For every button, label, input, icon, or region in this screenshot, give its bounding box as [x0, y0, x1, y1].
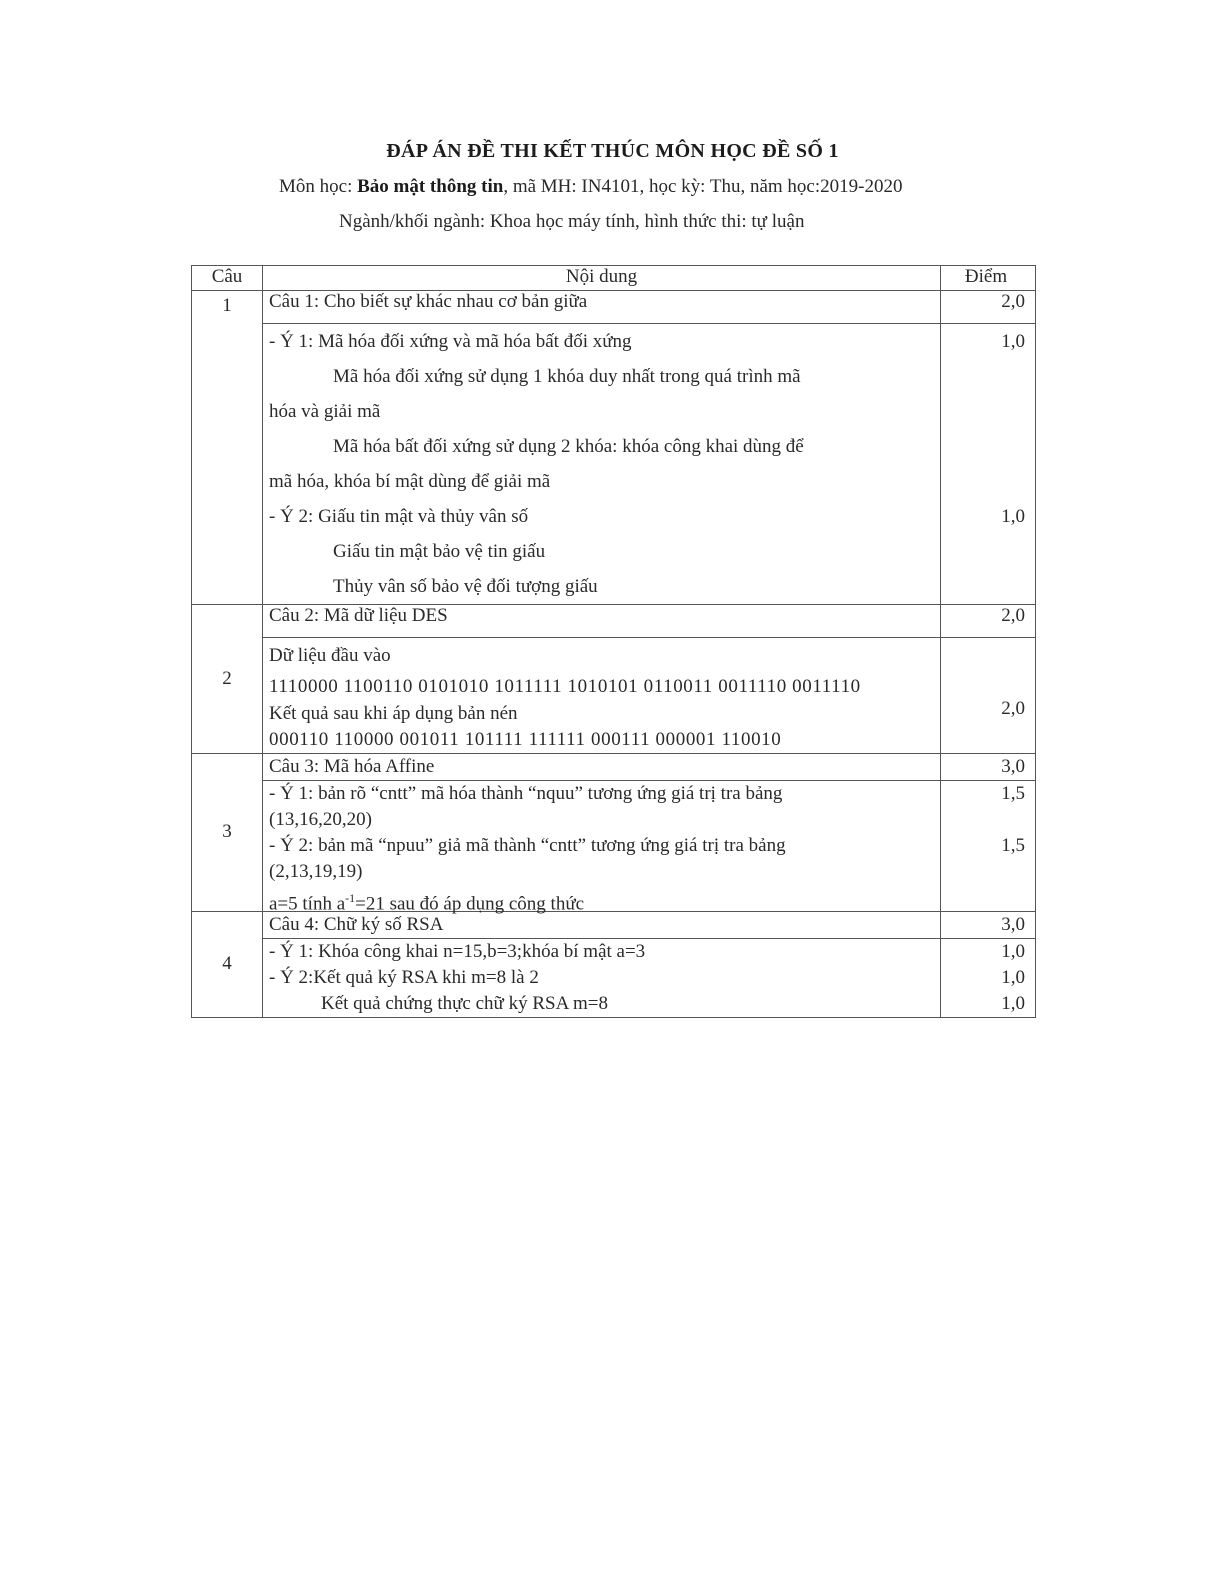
- q2-line: Dữ liệu đầu vào: [269, 645, 391, 666]
- q1-line: - Ý 1: Mã hóa đối xứng và mã hóa bất đối xứng: [269, 331, 632, 352]
- q1-line: - Ý 2: Giấu tin mật và thủy vân số: [269, 506, 529, 527]
- q2-line: 000110 110000 001011 101111 111111 000111 000001 110010: [269, 729, 782, 750]
- q3-formula-line: [269, 885, 934, 915]
- q3-title: Câu 3: Mã hóa Affine: [263, 754, 941, 781]
- document-title: ĐÁP ÁN ĐỀ THI KẾT THÚC MÔN HỌC ĐỀ SỐ 1: [386, 140, 839, 162]
- q1-line: Thủy vân số bảo vệ đối tượng giấu: [333, 576, 598, 597]
- q3-line: (13,16,20,20): [269, 809, 372, 830]
- q3-line: - Ý 1: bản rõ “cntt” mã hóa thành “nquu” tương ứng giá trị tra bảng: [269, 783, 783, 804]
- q4-body: [263, 939, 941, 1018]
- q1-line: Mã hóa đối xứng sử dụng 1 khóa duy nhất trong quá trình mã: [333, 366, 801, 387]
- q1-body: [263, 324, 941, 605]
- q3-sub-score: 1,5: [1001, 783, 1025, 804]
- q1-line: Mã hóa bất đối xứng sử dụng 2 khóa: khóa công khai dùng để: [333, 436, 804, 457]
- q1-line: Giấu tin mật bảo vệ tin giấu: [333, 541, 546, 562]
- q3-formula-exp: -1: [345, 891, 356, 905]
- q3-line: - Ý 2: bản mã “npuu” giả mã thành “cntt” tương ứng giá trị tra bảng: [269, 835, 786, 856]
- q2-score: 2,0: [941, 605, 1036, 638]
- q4-title-row: [192, 912, 1036, 939]
- q2-sub-score: 2,0: [941, 638, 1036, 754]
- q4-line: Kết quả chứng thực chữ ký RSA m=8: [321, 993, 608, 1014]
- q1-title-row: [192, 291, 1036, 324]
- q3-formula-a: a=5 tính a: [269, 893, 346, 915]
- major-line: Ngành/khối ngành: Khoa học máy tính, hình thức thi: tự luận: [339, 211, 805, 232]
- q3-score: 3,0: [941, 754, 1036, 781]
- q1-sub-score: 1,0: [1001, 331, 1025, 352]
- q4-sub-scores: [941, 939, 1036, 1018]
- q4-score: 3,0: [941, 912, 1036, 939]
- header-score: Điểm: [941, 266, 1036, 291]
- q2-body-row: [192, 638, 1036, 754]
- q1-num: 1: [192, 291, 263, 605]
- q2-title: Câu 2: Mã dữ liệu DES: [263, 605, 941, 638]
- q2-title-row: [192, 605, 1036, 638]
- q1-line: hóa và giải mã: [269, 401, 381, 422]
- q4-sub-score: 1,0: [1001, 967, 1025, 988]
- q3-formula-b: =21 sau đó áp dụng công thức: [355, 893, 585, 915]
- q2-num: 2: [192, 605, 263, 754]
- q1-line: mã hóa, khóa bí mật dùng để giải mã: [269, 471, 551, 492]
- table-header-row: [192, 266, 1036, 291]
- subject-line: [279, 176, 902, 198]
- q1-score: 2,0: [941, 291, 1036, 324]
- q4-sub-score: 1,0: [1001, 941, 1025, 962]
- q4-line: - Ý 1: Khóa công khai n=15,b=3;khóa bí mật a=3: [269, 941, 646, 962]
- q3-sub-scores: [941, 781, 1036, 912]
- q4-body-row: [192, 939, 1036, 1018]
- header-content: Nội dung: [263, 266, 941, 291]
- q2-line: 1110000 1100110 0101010 1011111 1010101 0110011 0011110 0011110: [269, 676, 861, 697]
- subject-prefix: Môn học:: [279, 176, 358, 197]
- q1-body-row: [192, 324, 1036, 605]
- header-num: Câu: [192, 266, 263, 291]
- q1-sub-scores: [941, 324, 1036, 605]
- q4-title: Câu 4: Chữ ký số RSA: [263, 912, 941, 939]
- q3-title-row: [192, 754, 1036, 781]
- q3-body: [263, 781, 941, 915]
- q1-sub-score: 1,0: [1001, 506, 1025, 527]
- subject-name: Bảo mật thông tin: [357, 176, 504, 197]
- q3-num: 3: [192, 754, 263, 912]
- answer-table: [191, 265, 1036, 1018]
- q4-sub-score: 1,0: [1001, 993, 1025, 1014]
- q3-line: (2,13,19,19): [269, 861, 363, 882]
- subject-suffix: , mã MH: IN4101, học kỳ: Thu, năm học:2019-2020: [503, 176, 903, 197]
- q2-line: Kết quả sau khi áp dụng bản nén: [269, 703, 518, 724]
- q4-line: - Ý 2:Kết quả ký RSA khi m=8 là 2: [269, 967, 539, 988]
- q3-sub-score: 1,5: [1001, 835, 1025, 856]
- q3-body-row: [192, 781, 1036, 912]
- q2-body: [263, 638, 941, 754]
- q4-num: 4: [192, 912, 263, 1018]
- q1-title: Câu 1: Cho biết sự khác nhau cơ bản giữa: [263, 291, 941, 324]
